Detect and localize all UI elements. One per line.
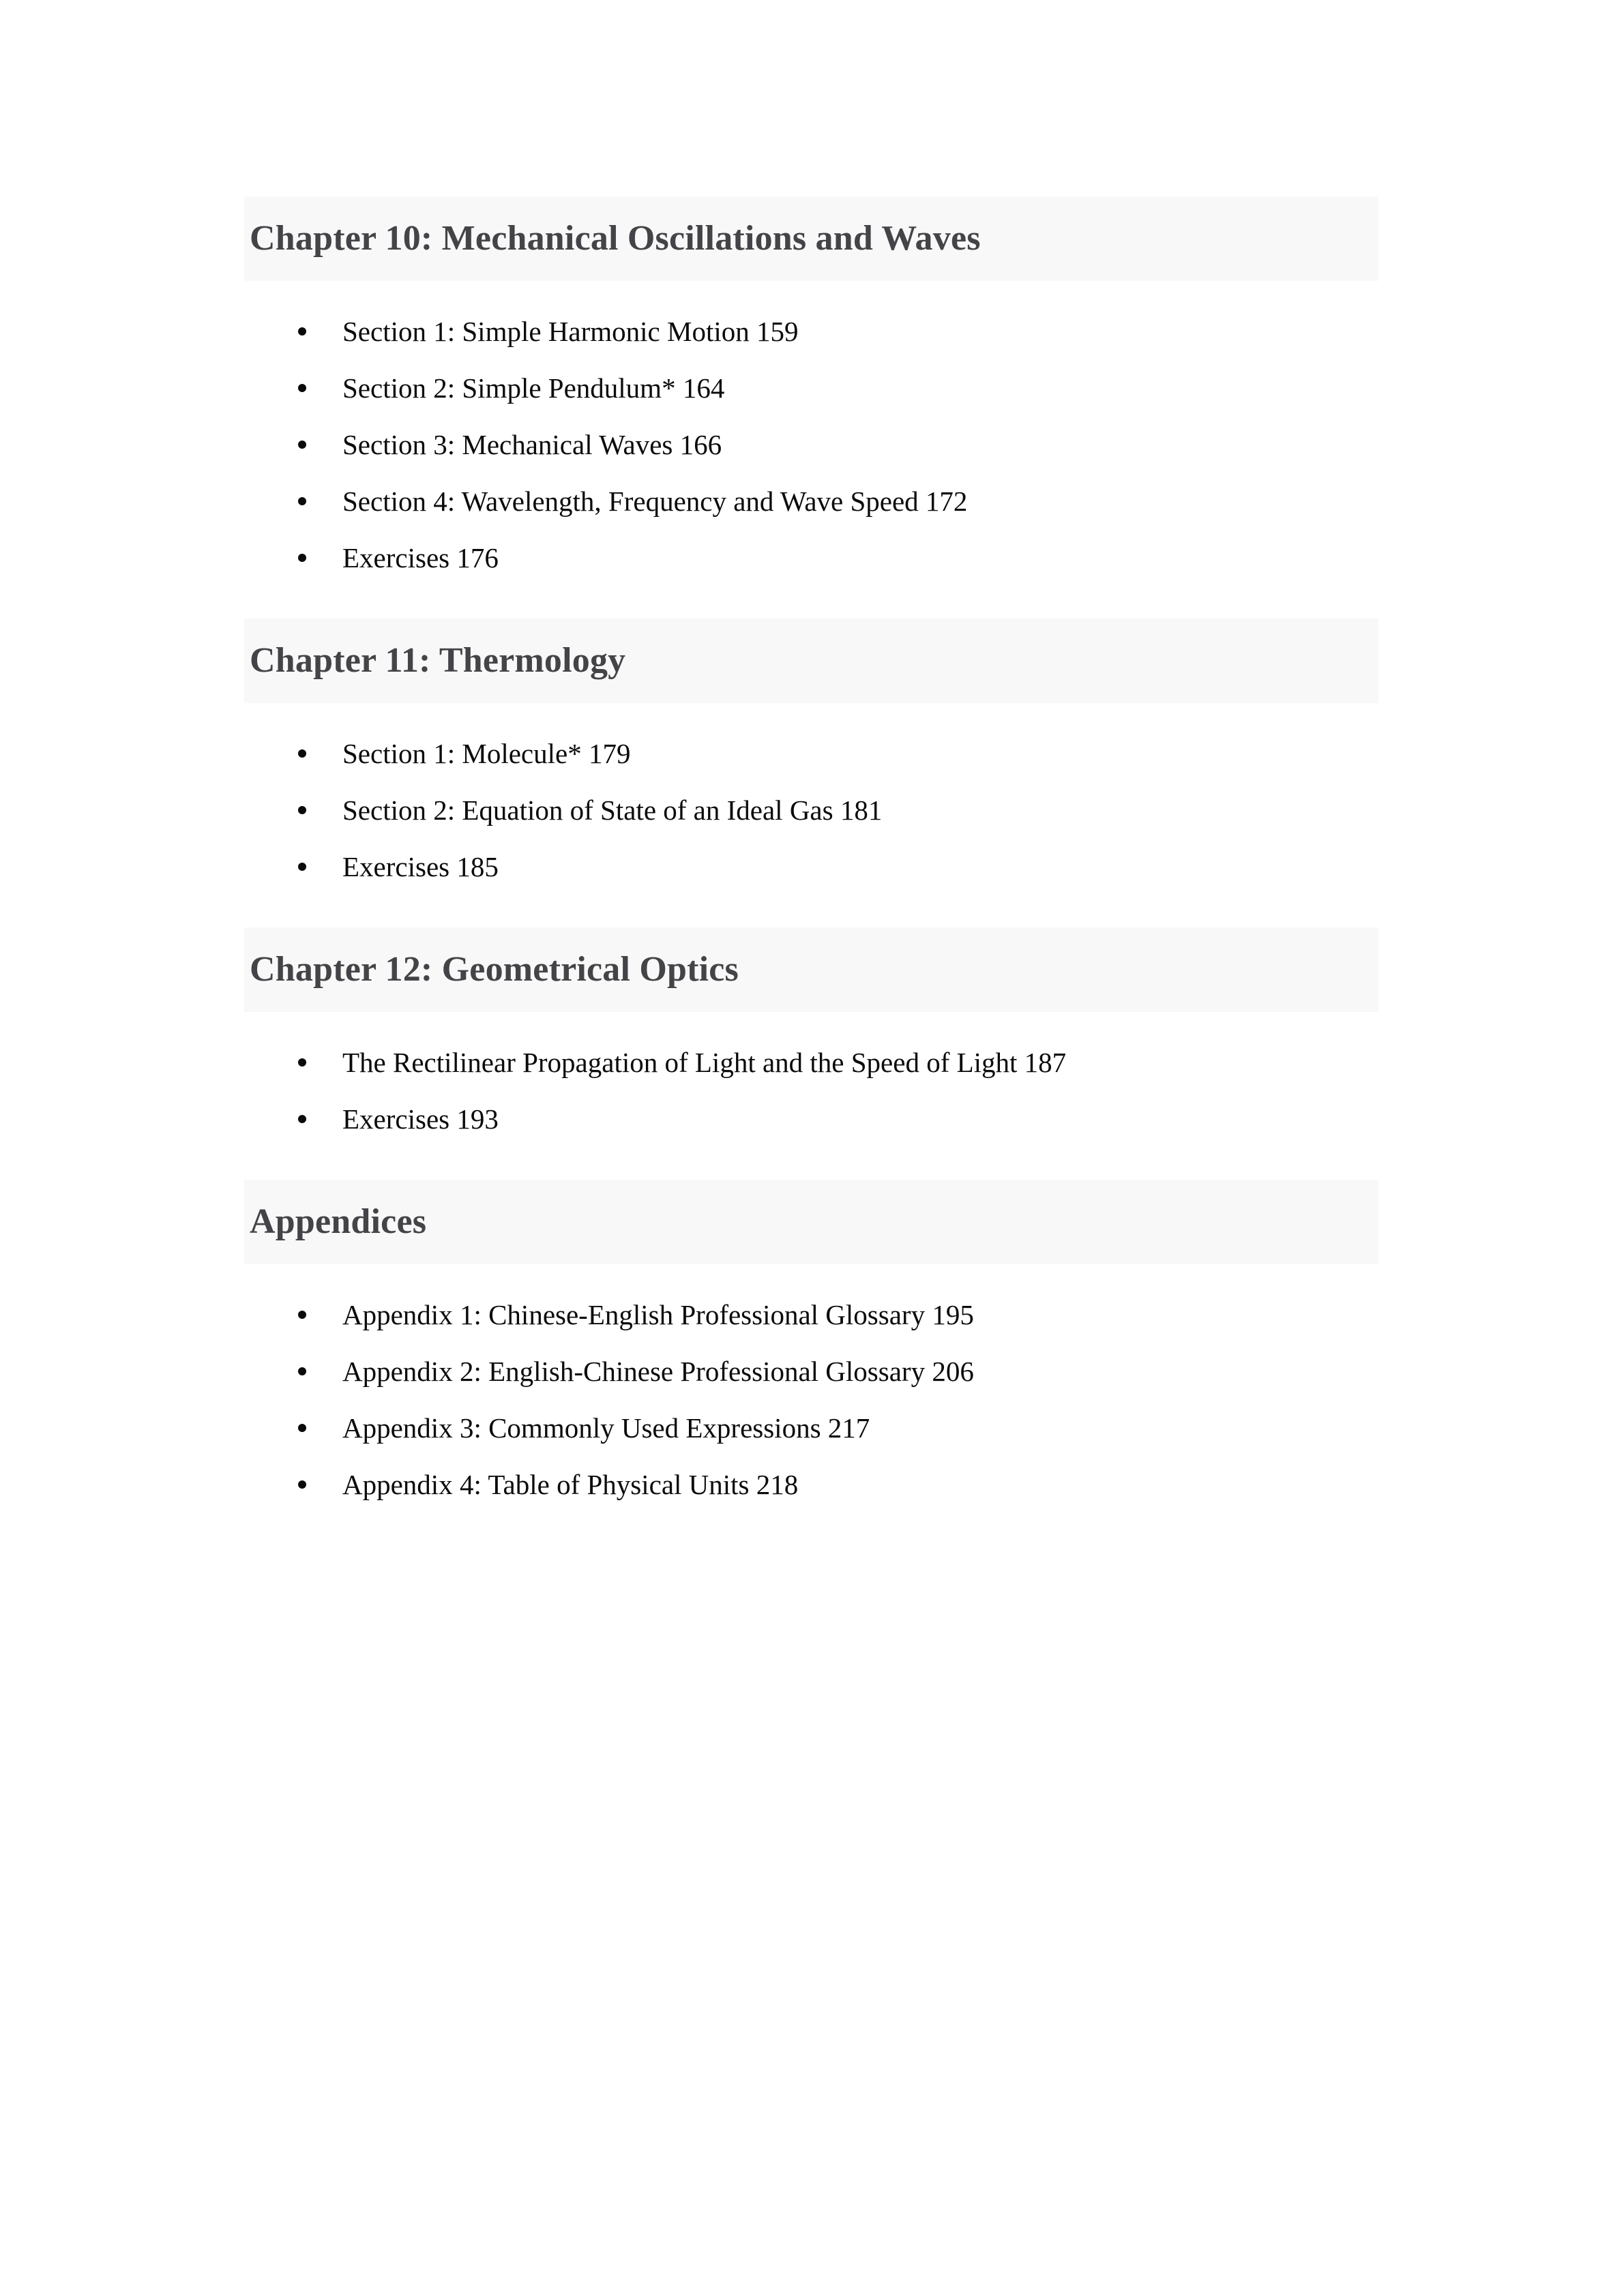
chapter-heading-title: Chapter 11: Thermology [250,641,626,680]
toc-section [244,927,1378,1180]
spacer [244,907,1378,927]
toc-section [244,196,1378,618]
list-item[interactable] [244,1046,1378,1103]
toc-section [244,1180,1378,1525]
toc-entry-label: Section 4: Wavelength, Frequency and Wave Speed 172 [342,486,968,517]
list-item[interactable] [244,1355,1378,1412]
list-item[interactable] [244,1298,1378,1355]
toc-entry-label: Section 3: Mechanical Waves 166 [342,429,722,460]
bullet-dot-icon [298,327,306,336]
toc-item-list [244,703,1378,907]
toc-entry-label: Exercises 193 [342,1103,499,1135]
chapter-heading-band [244,196,1378,281]
spacer [244,1159,1378,1180]
toc-entry-label: Appendix 1: Chinese-English Professional Glossary 195 [342,1299,974,1330]
chapter-heading-title: Appendices [250,1202,427,1241]
toc-entry-label: Exercises 176 [342,542,499,573]
list-item[interactable] [244,1412,1378,1468]
list-item[interactable] [244,1468,1378,1525]
list-item[interactable] [244,315,1378,372]
list-item[interactable] [244,1103,1378,1159]
list-item[interactable] [244,737,1378,794]
bullet-dot-icon [298,554,306,562]
toc-entry-label: Appendix 2: English-Chinese Professional Glossary 206 [342,1356,974,1387]
list-item[interactable] [244,372,1378,428]
chapter-heading-band [244,1180,1378,1264]
bullet-dot-icon [298,1058,306,1067]
list-item[interactable] [244,541,1378,598]
toc-entry-label: The Rectilinear Propagation of Light and the Speed of Light 187 [342,1047,1067,1078]
bullet-dot-icon [298,806,306,814]
list-item[interactable] [244,794,1378,850]
bullet-dot-icon [298,863,306,871]
toc-entry-label: Exercises 185 [342,851,499,882]
list-item[interactable] [244,850,1378,907]
chapter-heading-title: Chapter 10: Mechanical Oscillations and Waves [250,219,981,258]
bullet-dot-icon [298,497,306,505]
bullet-dot-icon [298,1480,306,1489]
toc-entry-label: Section 1: Molecule* 179 [342,738,631,769]
spacer [244,598,1378,618]
bullet-dot-icon [298,749,306,758]
toc-item-list [244,1264,1378,1525]
bullet-dot-icon [298,1424,306,1432]
chapter-heading-title: Chapter 12: Geometrical Optics [250,950,739,989]
bullet-dot-icon [298,384,306,392]
chapter-heading-band [244,618,1378,703]
list-item[interactable] [244,428,1378,485]
bullet-dot-icon [298,441,306,449]
toc-item-list [244,281,1378,598]
table-of-contents [244,196,1378,1525]
chapter-heading-band [244,927,1378,1012]
toc-item-list [244,1012,1378,1159]
toc-entry-label: Appendix 3: Commonly Used Expressions 217 [342,1412,870,1444]
toc-entry-label: Section 1: Simple Harmonic Motion 159 [342,316,799,347]
toc-entry-label: Section 2: Equation of State of an Ideal Gas 181 [342,794,883,826]
toc-entry-label: Appendix 4: Table of Physical Units 218 [342,1469,799,1500]
list-item[interactable] [244,485,1378,541]
bullet-dot-icon [298,1367,306,1375]
toc-entry-label: Section 2: Simple Pendulum* 164 [342,372,725,404]
bullet-dot-icon [298,1311,306,1319]
bullet-dot-icon [298,1115,306,1123]
toc-section [244,618,1378,927]
